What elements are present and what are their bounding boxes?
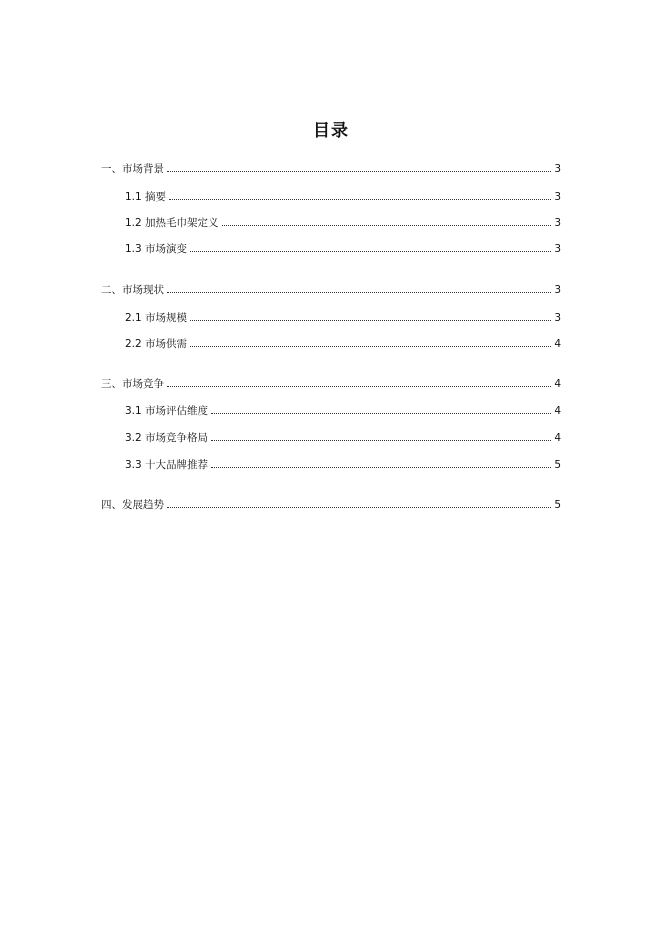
toc-page-number: 3 <box>554 243 561 255</box>
toc-entry-label: 三、市场竞争 <box>101 378 164 390</box>
toc-page-number: 3 <box>554 312 561 324</box>
toc-entry-label: 3.2 市场竞争格局 <box>125 432 209 444</box>
toc-entry-label: 2.2 市场供需 <box>125 338 188 350</box>
toc-entry-label: 一、市场背景 <box>101 163 164 175</box>
toc-entry-2-1[interactable] <box>125 311 561 325</box>
toc-page-number: 3 <box>554 191 561 203</box>
dot-leader <box>211 431 551 441</box>
dot-leader <box>167 498 551 508</box>
toc-entry-1-2[interactable] <box>125 216 561 230</box>
toc-entry-label: 2.1 市场规模 <box>125 312 188 324</box>
toc-entry-label: 3.3 十大品牌推荐 <box>125 459 209 471</box>
dot-leader <box>211 404 551 414</box>
dot-leader <box>190 311 551 321</box>
toc-entry-section-1[interactable] <box>101 162 561 176</box>
toc-entry-section-4[interactable] <box>101 498 561 512</box>
toc-entry-label: 3.1 市场评估维度 <box>125 405 209 417</box>
toc-entry-label: 1.1 摘要 <box>125 191 167 203</box>
dot-leader <box>190 242 551 252</box>
toc-page-number: 3 <box>554 217 561 229</box>
toc-entry-1-3[interactable] <box>125 242 561 256</box>
toc-page-number: 3 <box>554 163 561 175</box>
toc-entry-label: 1.2 加热毛巾架定义 <box>125 217 219 229</box>
toc-page-number: 3 <box>554 284 561 296</box>
toc-entry-label: 四、发展趋势 <box>101 499 164 511</box>
toc-page-number: 5 <box>554 459 561 471</box>
dot-leader <box>190 337 551 347</box>
toc-entry-3-3[interactable] <box>125 458 561 472</box>
toc-page-number: 4 <box>554 405 561 417</box>
dot-leader <box>167 162 551 172</box>
dot-leader <box>222 216 552 226</box>
toc-page-number: 5 <box>554 499 561 511</box>
page-title: 目录 <box>313 121 349 141</box>
toc-entry-3-2[interactable] <box>125 431 561 445</box>
toc-page-number: 4 <box>554 378 561 390</box>
dot-leader <box>167 283 551 293</box>
toc-page-number: 4 <box>554 432 561 444</box>
toc-entry-label: 二、市场现状 <box>101 284 164 296</box>
dot-leader <box>167 377 551 387</box>
toc-entry-section-3[interactable] <box>101 377 561 391</box>
dot-leader <box>211 458 551 468</box>
toc-page-number: 4 <box>554 338 561 350</box>
toc-entry-section-2[interactable] <box>101 283 561 297</box>
toc-entry-1-1[interactable] <box>125 190 561 204</box>
toc-entry-label: 1.3 市场演变 <box>125 243 188 255</box>
dot-leader <box>169 190 551 200</box>
toc-entry-2-2[interactable] <box>125 337 561 351</box>
toc-entry-3-1[interactable] <box>125 404 561 418</box>
